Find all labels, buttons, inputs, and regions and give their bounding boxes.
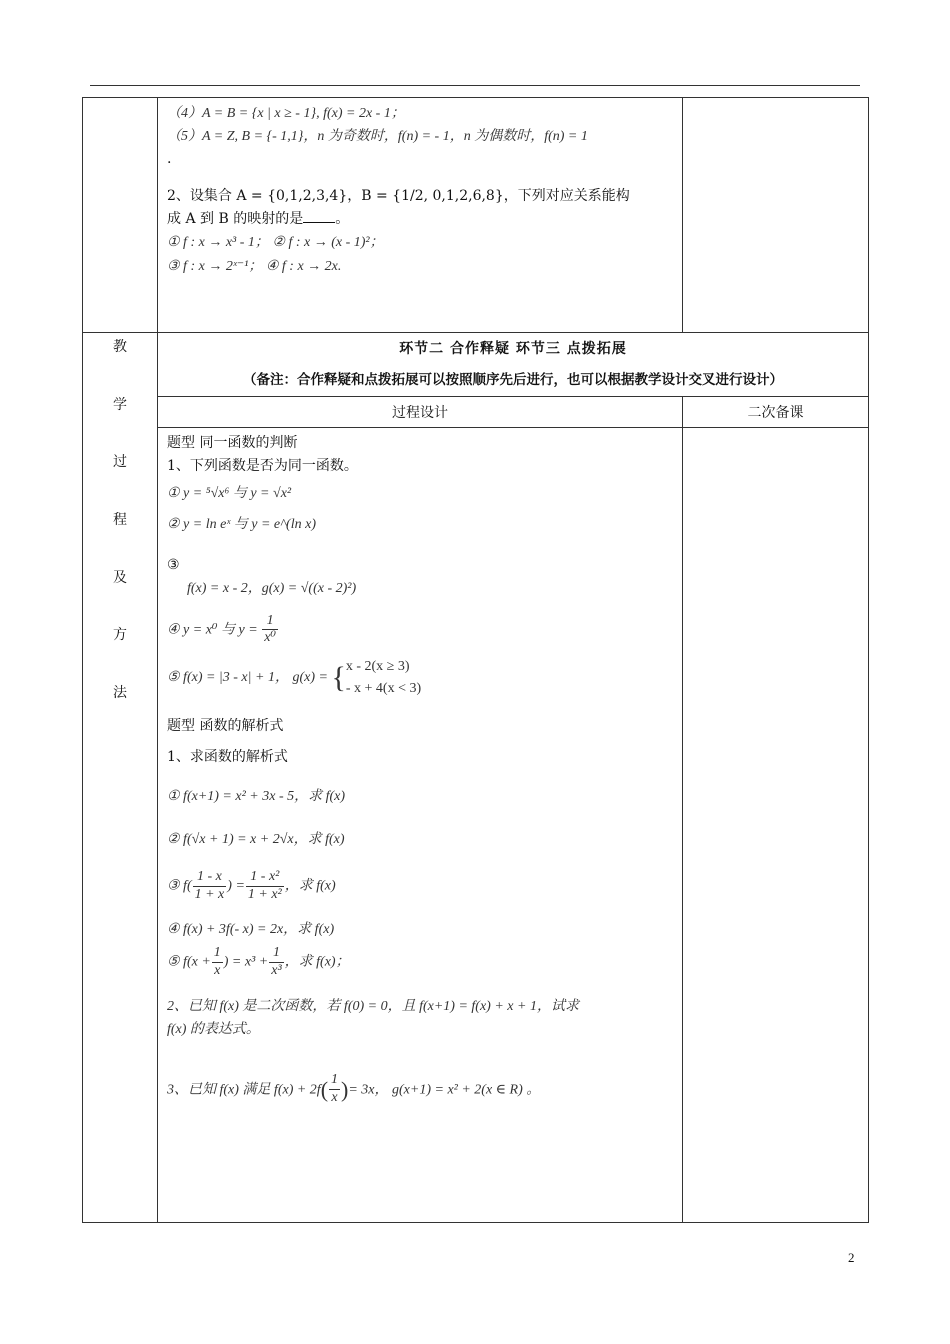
question-3-prefix: 3、已知 f(x) 满足 f(x) + 2f: [167, 1081, 321, 1097]
fraction: [246, 869, 284, 904]
numerator: 1 - x: [193, 869, 227, 887]
section-heading: [158, 333, 869, 397]
item-3-prefix: ③ f(: [167, 878, 192, 894]
item-3-suffix: ，求 f(x): [284, 878, 336, 894]
right-paren: ): [341, 1076, 349, 1102]
question-2-end: 。: [335, 211, 350, 228]
exercise-item-4: （4）A = B = {x | x ≥ - 1}, f(x) = 2x - 1；: [167, 106, 405, 121]
side-label-char: 学: [113, 396, 127, 413]
mapping-exercises-cell: [158, 98, 683, 333]
question-2-line-1: 2、设集合 A = {0,1,2,3,4}，B = {1/2, 0,1,2,6,8}，下列对应关系能构: [167, 188, 630, 205]
exercise-item-5-end: .: [167, 151, 172, 168]
item-3-equals: ) =: [227, 878, 245, 894]
process-content: [158, 428, 683, 1223]
fraction: [212, 945, 223, 980]
continuation-row: [83, 98, 869, 333]
answer-blank: [303, 208, 335, 223]
fraction: [269, 945, 283, 980]
item-3-formula: f(x) = x - 2，g(x) = √((x - 2)²): [187, 581, 357, 597]
side-label-char: 及: [113, 569, 127, 586]
numerator: 1: [329, 1072, 340, 1090]
left-paren: (: [320, 1076, 329, 1102]
heading-note: （备注：合作释疑和点拨拓展可以按照顺序先后进行，也可以根据教学设计交叉进行设计）: [243, 372, 783, 388]
topic-2-question-3: [167, 1072, 678, 1108]
page-number: 2: [848, 1250, 855, 1265]
piece-1: x - 2(x ≥ 3): [345, 658, 410, 674]
item-5-equals: ) = x³ +: [223, 954, 269, 970]
numerator: 1 - x²: [246, 869, 284, 887]
numerator: 1: [269, 945, 283, 963]
topic-title-1: 题型 同一函数的判断: [167, 435, 298, 451]
analytic-item-3: [167, 869, 678, 904]
side-label-char: 法: [113, 685, 127, 702]
piecewise: [346, 656, 421, 701]
content-row: [83, 428, 869, 1223]
piece-2: - x + 4(x < 3): [345, 680, 422, 696]
fraction: [262, 613, 278, 648]
heading-title: 环节二 合作释疑 环节三 点拨拓展: [399, 341, 627, 357]
secondary-header: 二次备课: [683, 397, 869, 428]
lesson-table: [82, 97, 869, 1223]
topic-2-question-2-line-2: f(x) 的表达式。: [167, 1022, 260, 1038]
notes-cell-top: [683, 98, 869, 333]
same-function-item-4: [167, 613, 678, 648]
column-header-row: [83, 397, 869, 428]
denominator: x: [214, 962, 221, 978]
analytic-item-1: ① f(x+1) = x² + 3x - 5，求 f(x): [167, 788, 346, 804]
item-4-text: ④ y = x⁰ 与 y =: [167, 622, 258, 638]
question-2-options-1: ① f : x → x³ - 1； ② f : x → (x - 1)²；: [167, 235, 384, 251]
side-label-char: 教: [113, 339, 127, 355]
denominator: x³: [271, 962, 282, 978]
header-rule: [90, 85, 860, 86]
numerator: 1: [212, 945, 223, 963]
question-2-line-2: [167, 208, 678, 231]
blank-label-cell: [83, 98, 158, 333]
analytic-item-4: ④ f(x) + 3f(- x) = 2x，求 f(x): [167, 921, 335, 937]
item-number: ③: [167, 557, 180, 574]
secondary-notes-cell: [683, 428, 869, 1223]
analytic-item-2: ② f(√x + 1) = x + 2√x，求 f(x): [167, 831, 345, 847]
heading-row: [83, 333, 869, 397]
topic-title-2: 题型 函数的解析式: [167, 717, 284, 734]
exercise-item-5: （5）A = Z, B = {- 1,1}，n 为奇数时，f(n) = - 1，n 为偶数时，f(n) = 1: [167, 129, 588, 145]
item-5-text: ⑤ f(x) = |3 - x| + 1， g(x) =: [167, 670, 328, 686]
process-header: 过程设计: [158, 397, 683, 428]
item-5-suffix: ，求 f(x)；: [284, 954, 350, 970]
same-function-item-2: ② y = ln eˣ 与 y = e^(ln x): [167, 517, 316, 533]
question-3-suffix: = 3x， g(x+1) = x² + 2(x ∈ R) 。: [348, 1081, 541, 1097]
fraction: [329, 1072, 340, 1107]
denominator: x⁰: [264, 630, 277, 646]
topic-2-question-1: 1、求函数的解析式: [167, 748, 288, 765]
topic-1-question: 1、下列函数是否为同一函数。: [167, 458, 358, 475]
question-2-options-2: ③ f : x → 2ˣ⁻¹； ④ f : x → 2x.: [167, 258, 342, 274]
brace: {: [331, 661, 346, 695]
same-function-item-3: [167, 554, 678, 600]
question-2-text: 成 A 到 B 的映射的是: [167, 211, 304, 228]
denominator: x: [331, 1090, 338, 1106]
denominator: 1 + x²: [247, 886, 282, 902]
side-label: [83, 333, 158, 1223]
fraction: [193, 869, 227, 904]
same-function-item-1: ① y = ⁵√x⁶ 与 y = √x²: [167, 486, 292, 502]
analytic-item-5: [167, 945, 678, 980]
side-label-char: 过: [113, 454, 127, 471]
side-label-char: 方: [113, 627, 127, 644]
topic-2-question-2-line-1: 2、已知 f(x) 是二次函数，若 f(0) = 0，且 f(x+1) = f(x) + x + 1，试求: [167, 999, 579, 1015]
denominator: 1 + x: [194, 886, 225, 902]
numerator: 1: [262, 613, 278, 631]
item-5-prefix: ⑤ f(x +: [167, 954, 211, 970]
same-function-item-5: [167, 653, 678, 703]
side-label-char: 程: [113, 512, 127, 529]
